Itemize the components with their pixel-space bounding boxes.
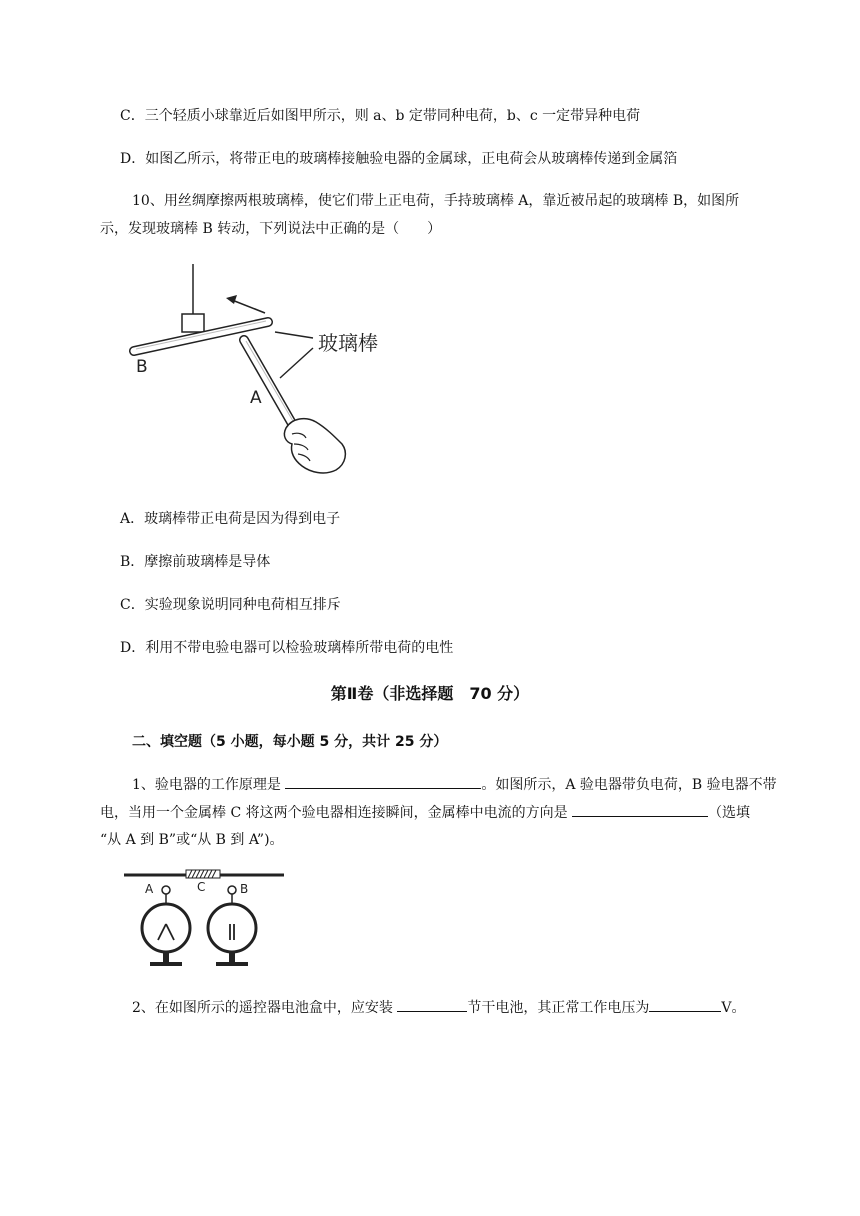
rod-a (244, 340, 300, 434)
hand-icon (284, 419, 345, 473)
fill1-text-a: 1、验电器的工作原理是 (132, 777, 286, 793)
fill2-blank-count[interactable] (397, 996, 467, 1012)
fill2-text-c: V。 (721, 1000, 746, 1016)
q10-option-a: A．玻璃棒带正电荷是因为得到电子 (120, 511, 341, 527)
fill2-text-b: 节干电池，其正常工作电压为 (467, 1000, 650, 1016)
fill2-blank-voltage[interactable] (649, 996, 721, 1012)
fill1-line3: “从 A 到 B”或“从 B 到 A”)。 (100, 832, 284, 848)
label-glass-rod: 玻璃棒 (318, 331, 378, 355)
electroscope-a (142, 886, 190, 966)
q10-option-d: D．利用不带电验电器可以检验玻璃棒所带电荷的电性 (120, 640, 454, 656)
rotation-arrow (232, 300, 265, 313)
holder-block (182, 314, 204, 332)
fill1-blank-direction[interactable] (572, 801, 708, 817)
electroscope-b (208, 886, 256, 966)
electroscope-label-a: A (145, 882, 154, 896)
pointer-line-b (275, 332, 313, 338)
fill1-text-c: 电，当用一个金属棒 C 将这两个验电器相连接瞬间，金属棒中电流的方向是 (100, 805, 573, 821)
pointer-line-a (280, 348, 313, 378)
fill1-text-d: （选填 (708, 805, 751, 821)
fill1-blank-principle[interactable] (285, 773, 481, 789)
fill2-line (132, 996, 745, 1017)
electroscope-label-b: B (240, 882, 249, 896)
q10-option-c: C．实验现象说明同种电荷相互排斥 (120, 597, 341, 613)
fill1-line1 (132, 773, 777, 794)
q9-option-c: C．三个轻质小球靠近后如图甲所示，则 a、b 定带同种电荷，b、c 一定带异种电荷 (120, 108, 641, 124)
label-b: B (136, 357, 148, 377)
q10-glass-rod-figure (120, 258, 400, 483)
q9-option-d: D．如图乙所示，将带正电的玻璃棒接触验电器的金属球，正电荷会从玻璃棒传递到金属箔 (120, 151, 678, 167)
q10-stem-line2: 示，发现玻璃棒 B 转动，下列说法中正确的是（ ） (100, 221, 442, 237)
fill2-text-a: 2、在如图所示的遥控器电池盒中，应安装 (132, 1000, 398, 1016)
electroscope-figure (120, 864, 290, 974)
q10-option-b: B．摩擦前玻璃棒是导体 (120, 554, 271, 570)
label-a: A (250, 388, 262, 408)
arrow-head (226, 295, 237, 304)
q10-stem-line1: 10、用丝绸摩擦两根玻璃棒，使它们带上正电荷，手持玻璃棒 A，靠近被吊起的玻璃棒 B，如图所 (132, 193, 740, 209)
rod-label-c: C (197, 880, 206, 894)
fill1-text-b: 。如图所示，A 验电器带负电荷，B 验电器不带 (481, 777, 777, 793)
fill1-line2 (100, 801, 750, 822)
part2-title: 第Ⅱ卷（非选择题 70 分） (330, 684, 530, 703)
fill-in-section-heading: 二、填空题（5 小题，每小题 5 分，共计 25 分） (132, 734, 448, 750)
